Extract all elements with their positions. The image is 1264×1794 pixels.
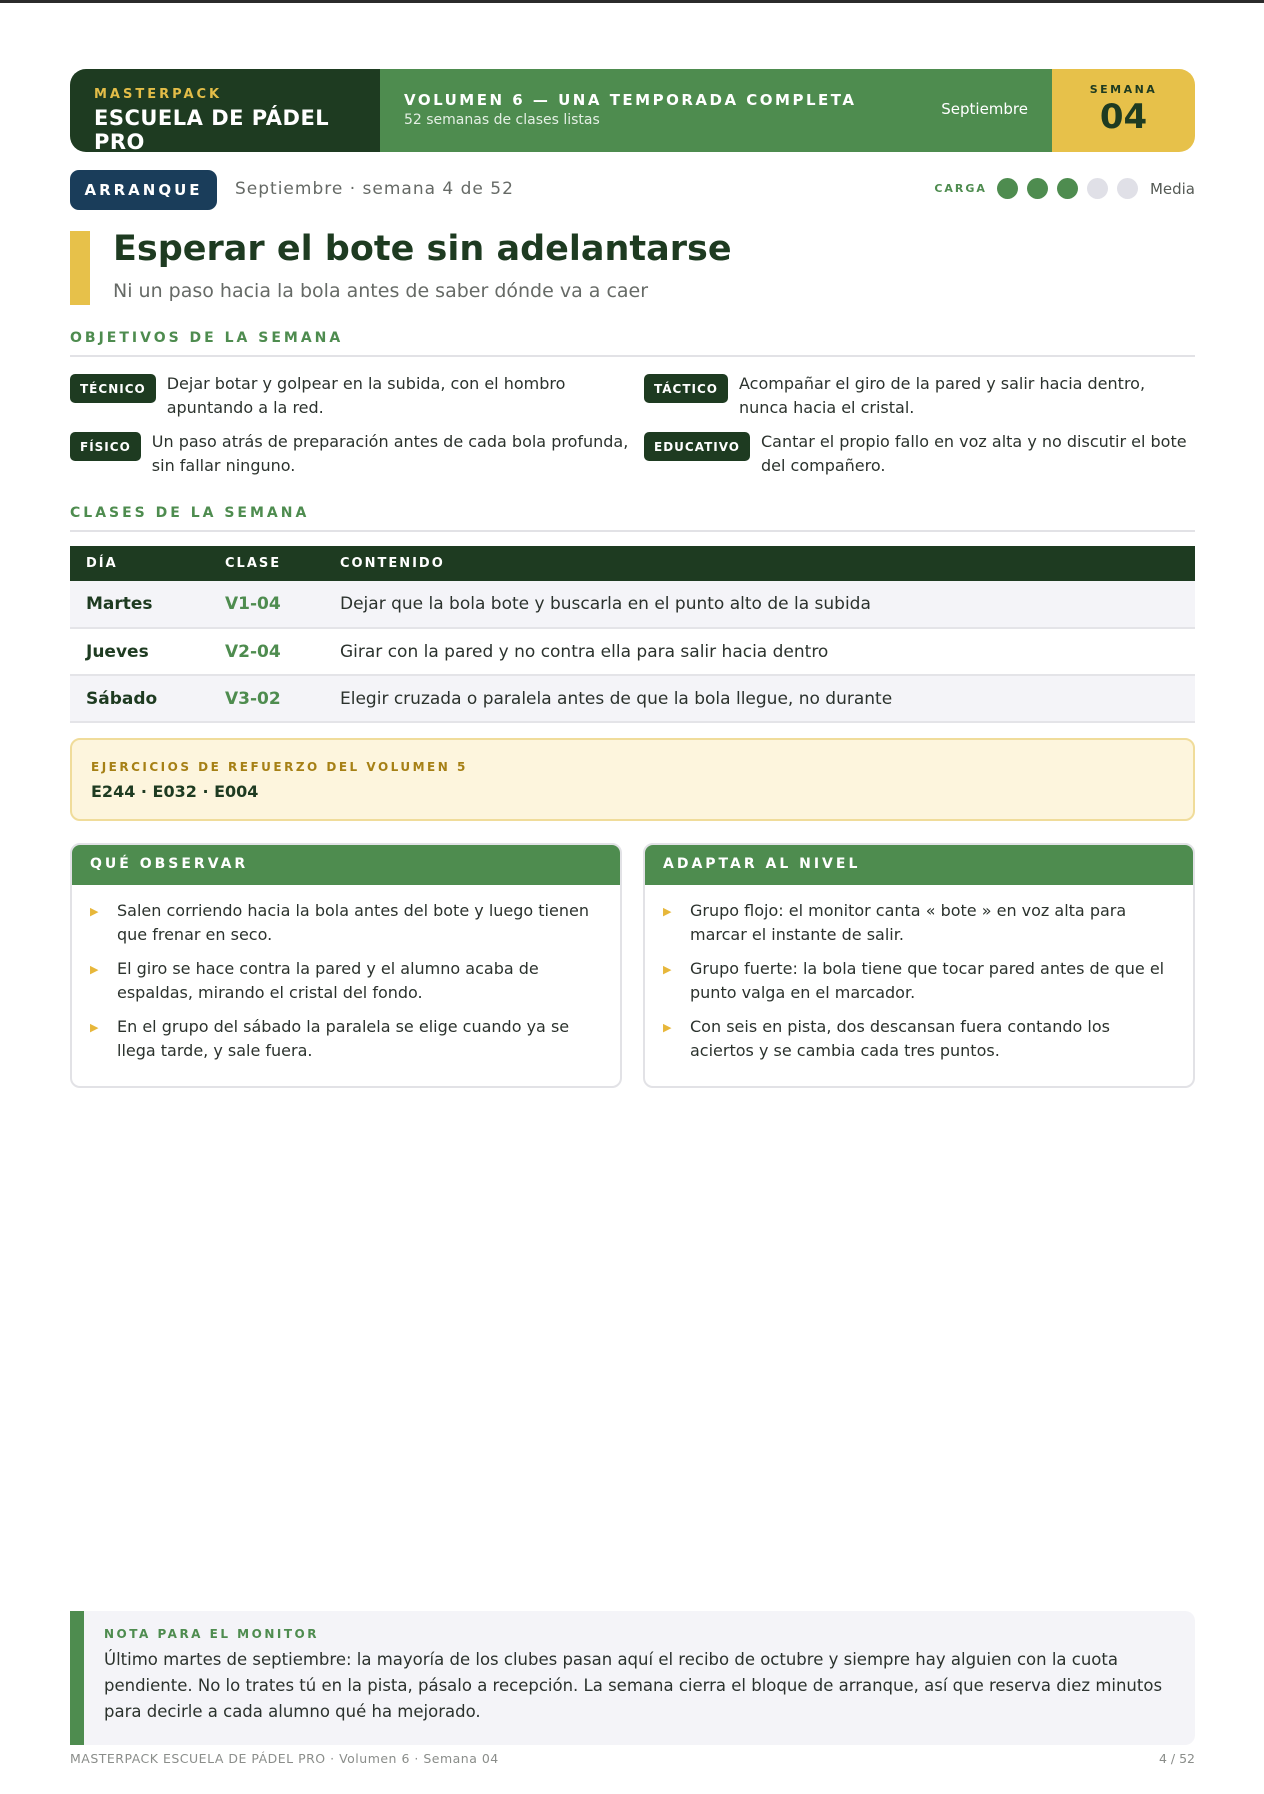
carga-indicator [934,178,1195,199]
triangle-bullet-icon: ▶ [90,1021,99,1034]
refuerzo-label: EJERCICIOS DE REFUERZO DEL VOLUMEN 5 [91,760,468,774]
observar-title: QUÉ OBSERVAR [72,845,620,885]
class-day: Sábado [70,675,225,722]
class-content: Girar con la pared y no contra ella para salir hacia dentro [340,628,1195,675]
page-subtitle: Ni un paso hacia la bola antes de saber dónde va a caer [113,280,649,302]
class-day: Martes [70,581,225,628]
class-content: Dejar que la bola bote y buscarla en el punto alto de la subida [340,581,1195,628]
class-code: V3-02 [225,675,340,722]
adaptar-card [643,843,1195,1088]
list-item [663,899,1175,947]
column-header-content: CONTENIDO [340,546,1195,581]
table-header-row [70,546,1195,581]
triangle-bullet-icon: ▶ [663,905,672,918]
list-item [90,899,602,947]
note-text: Último martes de septiembre: la mayoría de los clubes pasan aquí el recibo de octubre y siempre hay alguien con la cuota pendiente. No lo trates tú en la pista, pásalo a recepción. La semana cierra el bloque de arranque, así que reserva diez minutos para decirle a cada alumno qué ha mejorado. [104,1650,1163,1721]
carga-dot [1057,178,1078,199]
objective-text: Un paso atrás de preparación antes de cada bola profunda, sin fallar ninguno. [151,432,629,475]
table-row [70,628,1195,675]
observar-card [70,843,622,1088]
classes-table [70,546,1195,723]
brand-kicker: MASTERPACK [94,87,223,102]
list-item-text: En el grupo del sábado la paralela se elige cuando ya se llega tarde, y sale fuera. [117,1017,570,1060]
refuerzo-box [70,738,1195,821]
class-day: Jueves [70,628,225,675]
triangle-bullet-icon: ▶ [663,1021,672,1034]
volume-block [380,69,1052,152]
list-item-text: Salen corriendo hacia la bola antes del bote y luego tienen que frenar en seco. [117,901,589,944]
note-label: NOTA PARA EL MONITOR [104,1627,319,1641]
carga-dots [997,178,1147,199]
week-label: SEMANA [1089,83,1158,96]
carga-dot [1087,178,1108,199]
list-item [90,1015,602,1063]
list-item [663,957,1175,1005]
list-item [663,1015,1175,1063]
objective-tactico [644,372,1195,420]
title-accent-bar [70,231,90,305]
monitor-note [70,1611,1195,1745]
objective-educativo [644,430,1195,478]
objective-tag: TÉCNICO [70,374,156,403]
carga-dot [1027,178,1048,199]
table-row [70,675,1195,722]
carga-dot [1117,178,1138,199]
phase-badge: ARRANQUE [70,170,217,210]
objective-tecnico [70,372,630,420]
adaptar-title: ADAPTAR AL NIVEL [645,845,1193,885]
triangle-bullet-icon: ▶ [90,963,99,976]
volume-title: VOLUMEN 6 — UNA TEMPORADA COMPLETA [404,91,857,109]
brand-name: ESCUELA DE PÁDEL PRO [94,106,330,152]
classes-heading: CLASES DE LA SEMANA [70,505,310,521]
week-number: 04 [1099,97,1148,137]
triangle-bullet-icon: ▶ [90,905,99,918]
week-position: Septiembre · semana 4 de 52 [235,179,514,199]
class-code: V2-04 [225,628,340,675]
page-number: 4 / 52 [1158,1751,1195,1766]
objective-fisico [70,430,630,478]
list-item [90,957,602,1005]
objective-tag: FÍSICO [70,432,141,461]
brand-block [70,69,380,152]
class-code: V1-04 [225,581,340,628]
page-title: Esperar el bote sin adelantarse [113,229,732,269]
carga-value: Media [1149,179,1195,198]
table-row [70,581,1195,628]
observar-list [72,885,620,1063]
class-content: Elegir cruzada o paralela antes de que la bola llegue, no durante [340,675,1195,722]
column-header-class: CLASE [225,546,340,581]
column-header-day: DÍA [70,546,225,581]
objective-text: Cantar el propio fallo en voz alta y no discutir el bote del compañero. [761,432,1187,475]
refuerzo-codes: E244 · E032 · E004 [91,782,259,801]
list-item-text: Grupo flojo: el monitor canta « bote » en voz alta para marcar el instante de salir. [690,901,1127,944]
list-item-text: Grupo fuerte: la bola tiene que tocar pared antes de que el punto valga en el marcador. [690,959,1165,1002]
classes-rule [70,530,1195,532]
week-block [1052,69,1195,152]
carga-label: CARGA [934,182,987,195]
objectives-rule [70,355,1195,357]
top-rule [0,0,1264,3]
header-band [70,69,1195,152]
triangle-bullet-icon: ▶ [663,963,672,976]
objective-text: Acompañar el giro de la pared y salir hacia dentro, nunca hacia el cristal. [739,374,1146,417]
list-item-text: El giro se hace contra la pared y el alumno acaba de espaldas, mirando el cristal del fondo. [117,959,539,1002]
objective-tag: TÁCTICO [644,374,728,403]
footer-text: MASTERPACK ESCUELA DE PÁDEL PRO · Volumen 6 · Semana 04 [70,1751,499,1766]
volume-subtitle: 52 semanas de clases listas [404,112,600,128]
objectives-heading: OBJETIVOS DE LA SEMANA [70,330,344,346]
adaptar-list [645,885,1193,1063]
objective-text: Dejar botar y golpear en la subida, con el hombro apuntando a la red. [166,374,566,417]
month-label: Septiembre [941,100,1028,118]
objective-tag: EDUCATIVO [644,432,750,461]
list-item-text: Con seis en pista, dos descansan fuera contando los aciertos y se cambia cada tres puntos. [690,1017,1110,1060]
carga-dot [997,178,1018,199]
